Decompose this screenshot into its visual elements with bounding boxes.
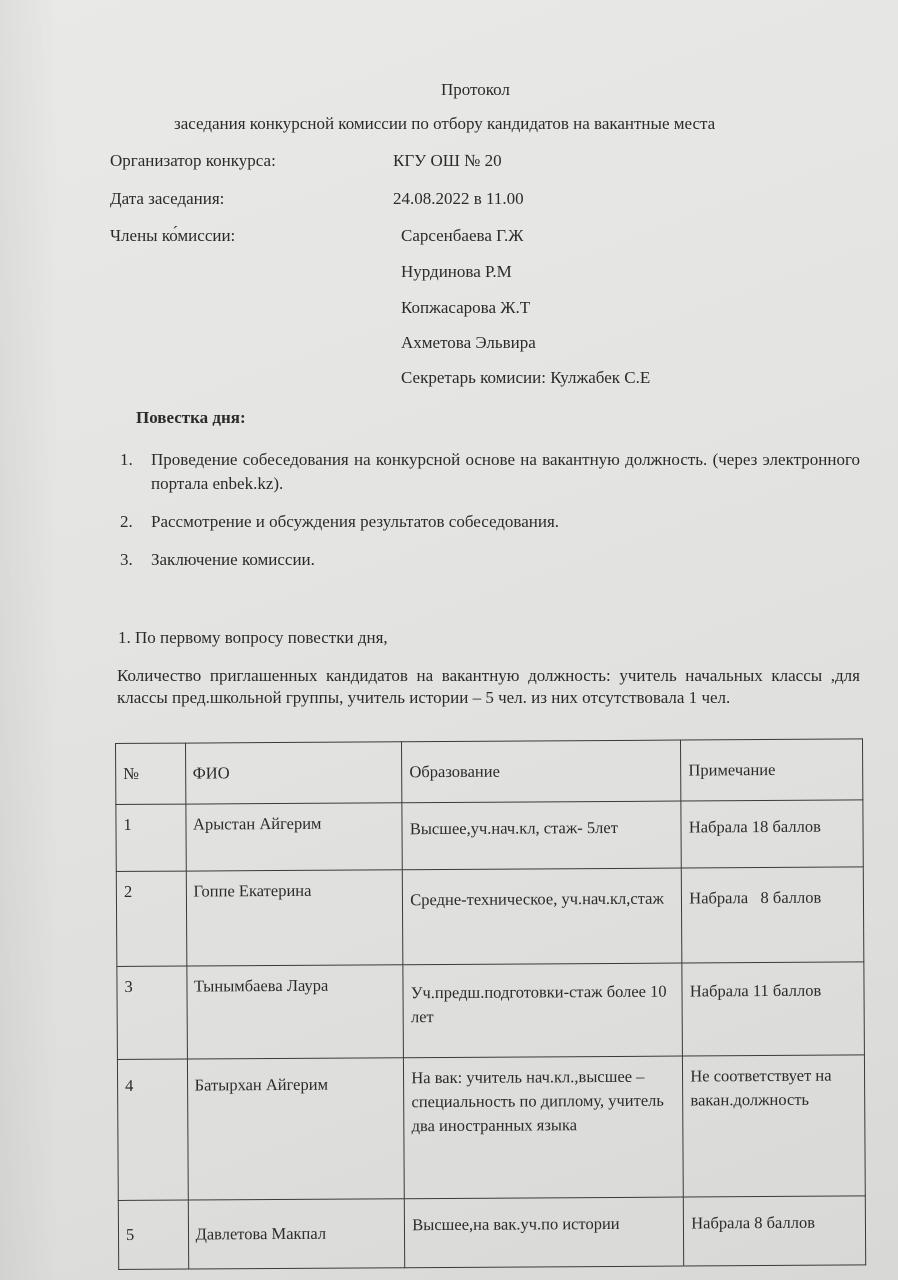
- cell-education: На вак: учитель нач.кл.,высшее –специальность по диплому, учитель два иностранных языка: [404, 1056, 684, 1199]
- cell-name: Давлетова Макпал: [188, 1199, 405, 1269]
- cell-note: Не соответствует на вакан.должность: [683, 1055, 866, 1197]
- table-row: [118, 1196, 865, 1270]
- member-item: Ахметова Эльвира: [401, 333, 536, 352]
- member-item: Нурдинова Р.М: [401, 262, 512, 281]
- cell-note: Набрала 8 баллов: [684, 1196, 866, 1266]
- members-label: Члены ко́миссии:: [110, 226, 236, 245]
- document-subtitle: заседания конкурсной комиссии по отбору кандидатов на вакантные места: [174, 114, 716, 133]
- agenda-item: [120, 510, 860, 534]
- agenda-item: [120, 448, 860, 496]
- organizer-label: Организатор конкурса:: [110, 151, 276, 170]
- cell-education: Средне-техническое, уч.нач.кл,стаж: [403, 868, 683, 965]
- agenda-item-number: 3.: [120, 550, 133, 569]
- agenda-item-number: 1.: [120, 450, 133, 469]
- agenda-item-text: Рассмотрение и обсуждения результатов собеседования.: [151, 512, 560, 531]
- agenda-item-number: 2.: [120, 512, 133, 531]
- secretary-item: Секретарь комисии: Кулжабек С.Е: [401, 368, 651, 387]
- cell-number: 4: [117, 1059, 187, 1200]
- table-header-row: [116, 739, 863, 805]
- table-row: [116, 800, 863, 872]
- member-item: Копжасарова Ж.Т: [401, 298, 531, 317]
- page-shadow: [0, 0, 60, 1280]
- document-title: Протокол: [441, 80, 510, 99]
- date-value: 24.08.2022 в 11.00: [393, 189, 524, 208]
- organizer-value: КГУ ОШ № 20: [393, 151, 502, 170]
- header-number: №: [116, 743, 186, 804]
- cell-education: Высшее,уч.нач.кл, стаж- 5лет: [402, 801, 681, 870]
- header-name: ФИО: [185, 742, 402, 804]
- agenda-item-text: Заключение комиссии.: [151, 550, 315, 569]
- table-row: [116, 867, 864, 967]
- cell-note: Набрала 18 баллов: [681, 800, 863, 868]
- table-row: [117, 962, 865, 1060]
- cell-number: 3: [117, 966, 187, 1059]
- agenda-list: [120, 448, 860, 586]
- cell-name: Батырхан Айгерим: [187, 1058, 405, 1200]
- agenda-item-text: Проведение собеседования на конкурсной основе на вакантную должность. (через электронного портала enbek.kz).: [151, 450, 860, 493]
- first-question-heading: 1. По первому вопросу повестки дня,: [118, 628, 388, 647]
- candidates-paragraph: Количество приглашенных кандидатов на вакантную должность: учитель начальных классы ,для классы пред.школьной группы, учитель истории – 5 чел. из них отсутствовала 1 чел.: [117, 666, 860, 707]
- agenda-heading: Повестка дня:: [136, 408, 246, 427]
- agenda-item: [120, 548, 860, 572]
- candidates-table: [115, 738, 866, 1270]
- header-education: Образование: [402, 740, 681, 803]
- cell-note: Набрала 8 баллов: [682, 867, 864, 963]
- cell-education: Высшее,на вак.уч.по истории: [405, 1197, 684, 1268]
- table-row: [117, 1055, 865, 1201]
- cell-education: Уч.предш.подготовки-стаж более 10 лет: [403, 963, 683, 1058]
- cell-number: 2: [116, 871, 186, 966]
- cell-number: 1: [116, 804, 186, 871]
- cell-name: Арыстан Айгерим: [185, 803, 402, 871]
- member-item: Сарсенбаева Г.Ж: [401, 226, 524, 245]
- cell-name: Тынымбаева Лаура: [186, 965, 403, 1059]
- cell-number: 5: [118, 1200, 188, 1269]
- header-note: Примечание: [681, 739, 863, 801]
- date-label: Дата заседания:: [110, 189, 225, 208]
- cell-note: Набрала 11 баллов: [682, 962, 864, 1056]
- cell-name: Гоппе Екатерина: [186, 870, 403, 966]
